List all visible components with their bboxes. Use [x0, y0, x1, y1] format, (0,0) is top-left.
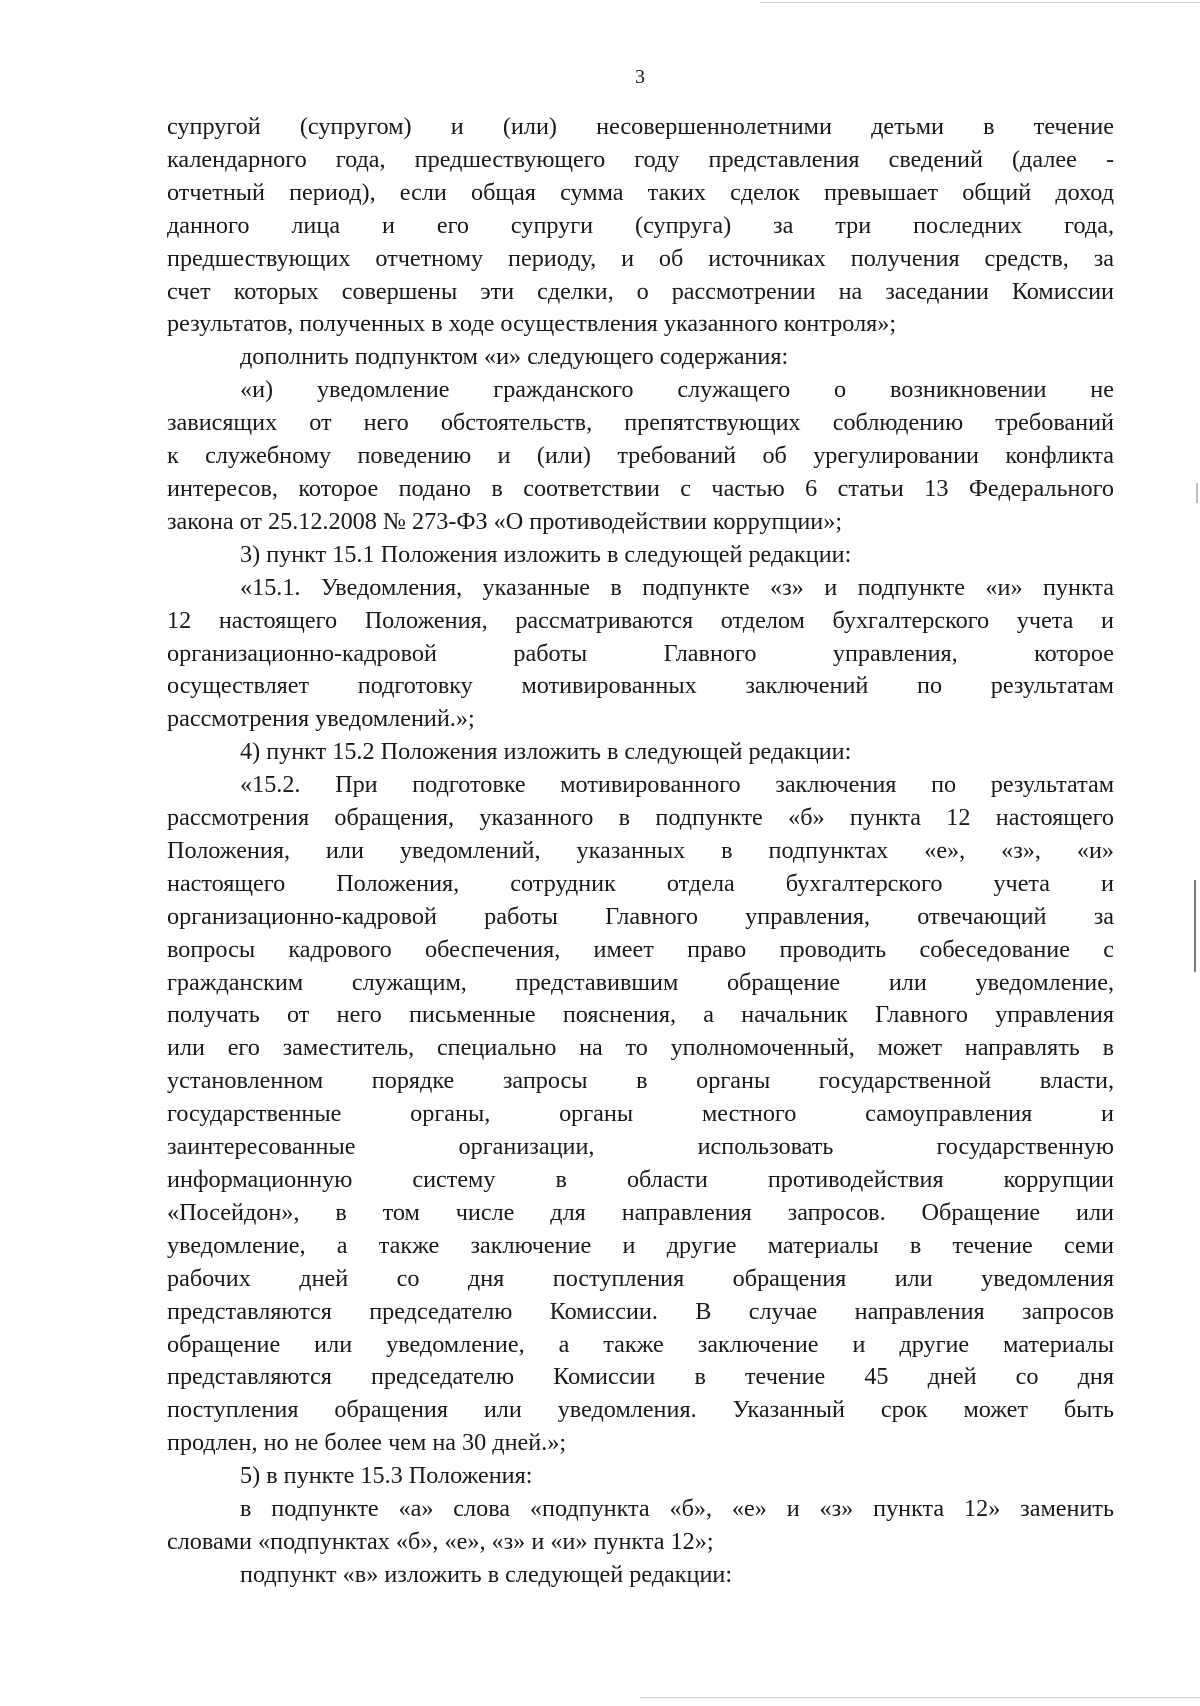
text-line: 4) пункт 15.2 Положения изложить в следующей редакции: [240, 738, 852, 766]
text-line: «и) уведомление гражданского служащего о возникновении не [240, 376, 1114, 404]
text-line: 3) пункт 15.1 Положения изложить в следующей редакции: [240, 540, 852, 568]
text-line: данного лица и его супруги (супруга) за три последних года, [167, 211, 1114, 239]
text-line: «15.1. Уведомления, указанные в подпункте «з» и подпункте «и» пункта [240, 573, 1114, 601]
text-line: зависящих от него обстоятельств, препятствующих соблюдению требований [167, 409, 1114, 437]
text-line: государственные органы, органы местного самоуправления и [167, 1100, 1114, 1128]
scan-edge-mark [1194, 880, 1196, 972]
text-line: Положения, или уведомлений, указанных в подпунктах «е», «з», «и» [167, 836, 1114, 864]
text-line: установленном порядке запросы в органы государственной власти, [167, 1067, 1114, 1095]
text-line: 5) в пункте 15.3 Положения: [240, 1462, 533, 1490]
text-line: предшествующих отчетному периоду, и об источниках получения средств, за [167, 244, 1114, 272]
text-line: рабочих дней со дня поступления обращения или уведомления [167, 1264, 1114, 1292]
text-line: обращение или уведомление, а также заключение и другие материалы [167, 1330, 1114, 1358]
text-line: гражданским служащим, представившим обращение или уведомление, [167, 968, 1114, 996]
document-body [167, 111, 1114, 1592]
page-number: 3 [635, 66, 645, 88]
text-line: «Посейдон», в том числе для направления запросов. Обращение или [167, 1198, 1114, 1226]
text-line: организационно-кадровой работы Главного управления, отвечающий за [167, 902, 1114, 930]
scan-artifact-top [760, 2, 1200, 3]
text-line: к служебному поведению и (или) требований об урегулировании конфликта [167, 442, 1114, 470]
text-line: интересов, которое подано в соответствии с частью 6 статьи 13 Федерального [167, 474, 1114, 502]
scan-edge-mark [1196, 483, 1198, 503]
scan-artifact-bottom [640, 1697, 1200, 1698]
text-line: закона от 25.12.2008 № 273-ФЗ «О противодействии коррупции»; [167, 507, 843, 535]
text-line: представляются председателю Комиссии в течение 45 дней со дня [167, 1363, 1114, 1391]
text-line: словами «подпунктах «б», «е», «з» и «и» пункта 12»; [167, 1527, 714, 1555]
text-line: или его заместитель, специально на то уполномоченный, может направлять в [167, 1034, 1114, 1062]
text-line: информационную систему в области противодействия коррупции [167, 1166, 1114, 1193]
text-line: подпункт «в» изложить в следующей редакции: [240, 1560, 733, 1588]
text-line: супругой (супругом) и (или) несовершеннолетними детьми в течение [167, 113, 1114, 140]
text-line: счет которых совершены эти сделки, о рассмотрении на заседании Комиссии [167, 277, 1114, 305]
text-line: получать от него письменные пояснения, а начальник Главного управления [167, 1001, 1114, 1029]
text-line: уведомление, а также заключение и другие материалы в течение семи [167, 1231, 1114, 1259]
text-line: «15.2. При подготовке мотивированного заключения по результатам [240, 771, 1114, 799]
text-line: вопросы кадрового обеспечения, имеет право проводить собеседование с [167, 935, 1114, 963]
text-line: организационно-кадровой работы Главного управления, которое [167, 639, 1114, 667]
text-line: календарного года, предшествующего году представления сведений (далее - [167, 145, 1114, 173]
text-line: заинтересованные организации, использовать государственную [167, 1133, 1114, 1161]
text-line: 12 настоящего Положения, рассматриваются отделом бухгалтерского учета и [167, 606, 1114, 634]
text-line: рассмотрения уведомлений.»; [167, 705, 475, 733]
text-line: результатов, полученных в ходе осуществления указанного контроля»; [167, 310, 897, 338]
text-line: рассмотрения обращения, указанного в подпункте «б» пункта 12 настоящего [167, 804, 1114, 832]
text-line: поступления обращения или уведомления. Указанный срок может быть [167, 1396, 1114, 1424]
text-line: в подпункте «а» слова «подпункта «б», «е» и «з» пункта 12» заменить [240, 1495, 1114, 1523]
text-line: дополнить подпунктом «и» следующего содержания: [240, 343, 789, 371]
text-line: продлен, но не более чем на 30 дней.»; [167, 1429, 567, 1457]
text-line: представляются председателю Комиссии. В случае направления запросов [167, 1297, 1114, 1325]
text-line: отчетный период), если общая сумма таких сделок превышает общий доход [167, 178, 1114, 206]
text-line: настоящего Положения, сотрудник отдела бухгалтерского учета и [167, 869, 1114, 897]
text-line: осуществляет подготовку мотивированных заключений по результатам [167, 672, 1114, 700]
